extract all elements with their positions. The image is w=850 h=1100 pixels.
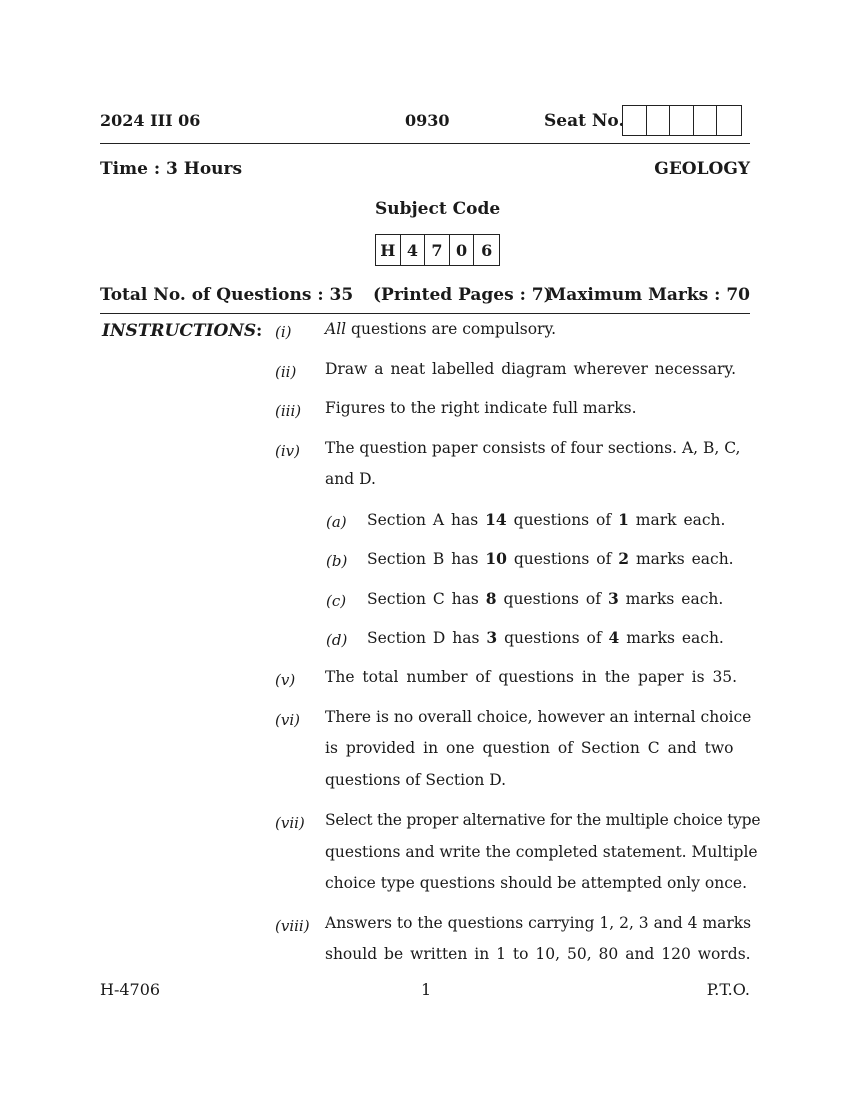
section-text: Section D has 3 questions of 4 marks each.	[367, 628, 724, 647]
footer-code: H-4706	[100, 980, 161, 999]
section-text: Section C has 8 questions of 3 marks each.	[367, 589, 724, 608]
instruction-text: should be written in 1 to 10, 50, 80 and 120 words.	[325, 945, 751, 963]
seat-digit-box[interactable]	[670, 106, 694, 135]
instruction-text: Draw a neat labelled diagram wherever necessary.	[325, 360, 737, 378]
paper-code: 2024 III 06	[100, 111, 201, 130]
section-label: (a)	[326, 513, 347, 531]
instruction-number: (v)	[275, 671, 296, 689]
subject-code-char: 6	[481, 240, 493, 260]
seat-digit-box[interactable]	[647, 106, 671, 135]
center-code: 0930	[405, 111, 450, 130]
instruction-text: questions and write the completed statement. Multiple	[325, 843, 758, 861]
page-number: 1	[421, 980, 432, 999]
subject-code-char: 0	[450, 235, 475, 265]
section-text: Section B has 10 questions of 2 marks each.	[367, 549, 734, 568]
section-label: (d)	[326, 631, 348, 649]
section-label: (b)	[326, 552, 348, 570]
instruction-text: There is no overall choice, however an internal choice	[325, 708, 752, 726]
subject-title: GEOLOGY	[654, 159, 750, 179]
instruction-number: (iv)	[275, 442, 300, 460]
subject-code-char: H	[376, 235, 401, 265]
time-allowed: Time : 3 Hours	[100, 159, 243, 179]
instruction-text: choice type questions should be attempted only once.	[325, 874, 748, 892]
divider	[100, 143, 750, 144]
instruction-number: (vii)	[275, 814, 305, 832]
instruction-number: (vi)	[275, 711, 300, 729]
seat-digit-box[interactable]	[694, 106, 718, 135]
subject-code-char: 4	[401, 235, 426, 265]
seat-digit-box[interactable]	[623, 106, 647, 135]
instruction-text: The question paper consists of four sections. A, B, C,	[325, 439, 741, 457]
instruction-number: (ii)	[275, 363, 297, 381]
instruction-number: (viii)	[275, 917, 310, 935]
instructions-colon: :	[256, 321, 263, 341]
instruction-text: The total number of questions in the paper is 35.	[325, 668, 738, 686]
please-turn-over: P.T.O.	[706, 980, 750, 999]
seat-label: Seat No.	[544, 111, 625, 131]
instruction-text: Select the proper alternative for the multiple choice type	[325, 811, 761, 829]
instruction-text: Answers to the questions carrying 1, 2, 3 and 4 marks	[325, 914, 752, 932]
seat-digit-box[interactable]	[717, 106, 741, 135]
subject-code-char: 7	[425, 235, 450, 265]
instruction-text: Figures to the right indicate full marks.	[325, 399, 637, 417]
instruction-number: (iii)	[275, 402, 302, 420]
subject-code-label: Subject Code	[375, 199, 501, 219]
instruction-text: is provided in one question of Section C and two	[325, 739, 734, 757]
section-text: Section A has 14 questions of 1 mark each.	[367, 510, 726, 529]
section-label: (c)	[326, 592, 347, 610]
instructions-heading: INSTRUCTIONS	[102, 321, 257, 341]
subject-code-boxes	[375, 234, 500, 266]
instruction-text: All questions are compulsory.	[325, 320, 557, 338]
total-questions: Total No. of Questions : 35	[100, 285, 354, 305]
seat-number-boxes[interactable]	[622, 105, 742, 136]
instruction-number: (i)	[275, 323, 292, 341]
instruction-text: and D.	[325, 470, 376, 488]
instruction-text: questions of Section D.	[325, 771, 507, 789]
maximum-marks: Maximum Marks : 70	[547, 285, 750, 305]
printed-pages: (Printed Pages : 7)	[373, 285, 552, 305]
